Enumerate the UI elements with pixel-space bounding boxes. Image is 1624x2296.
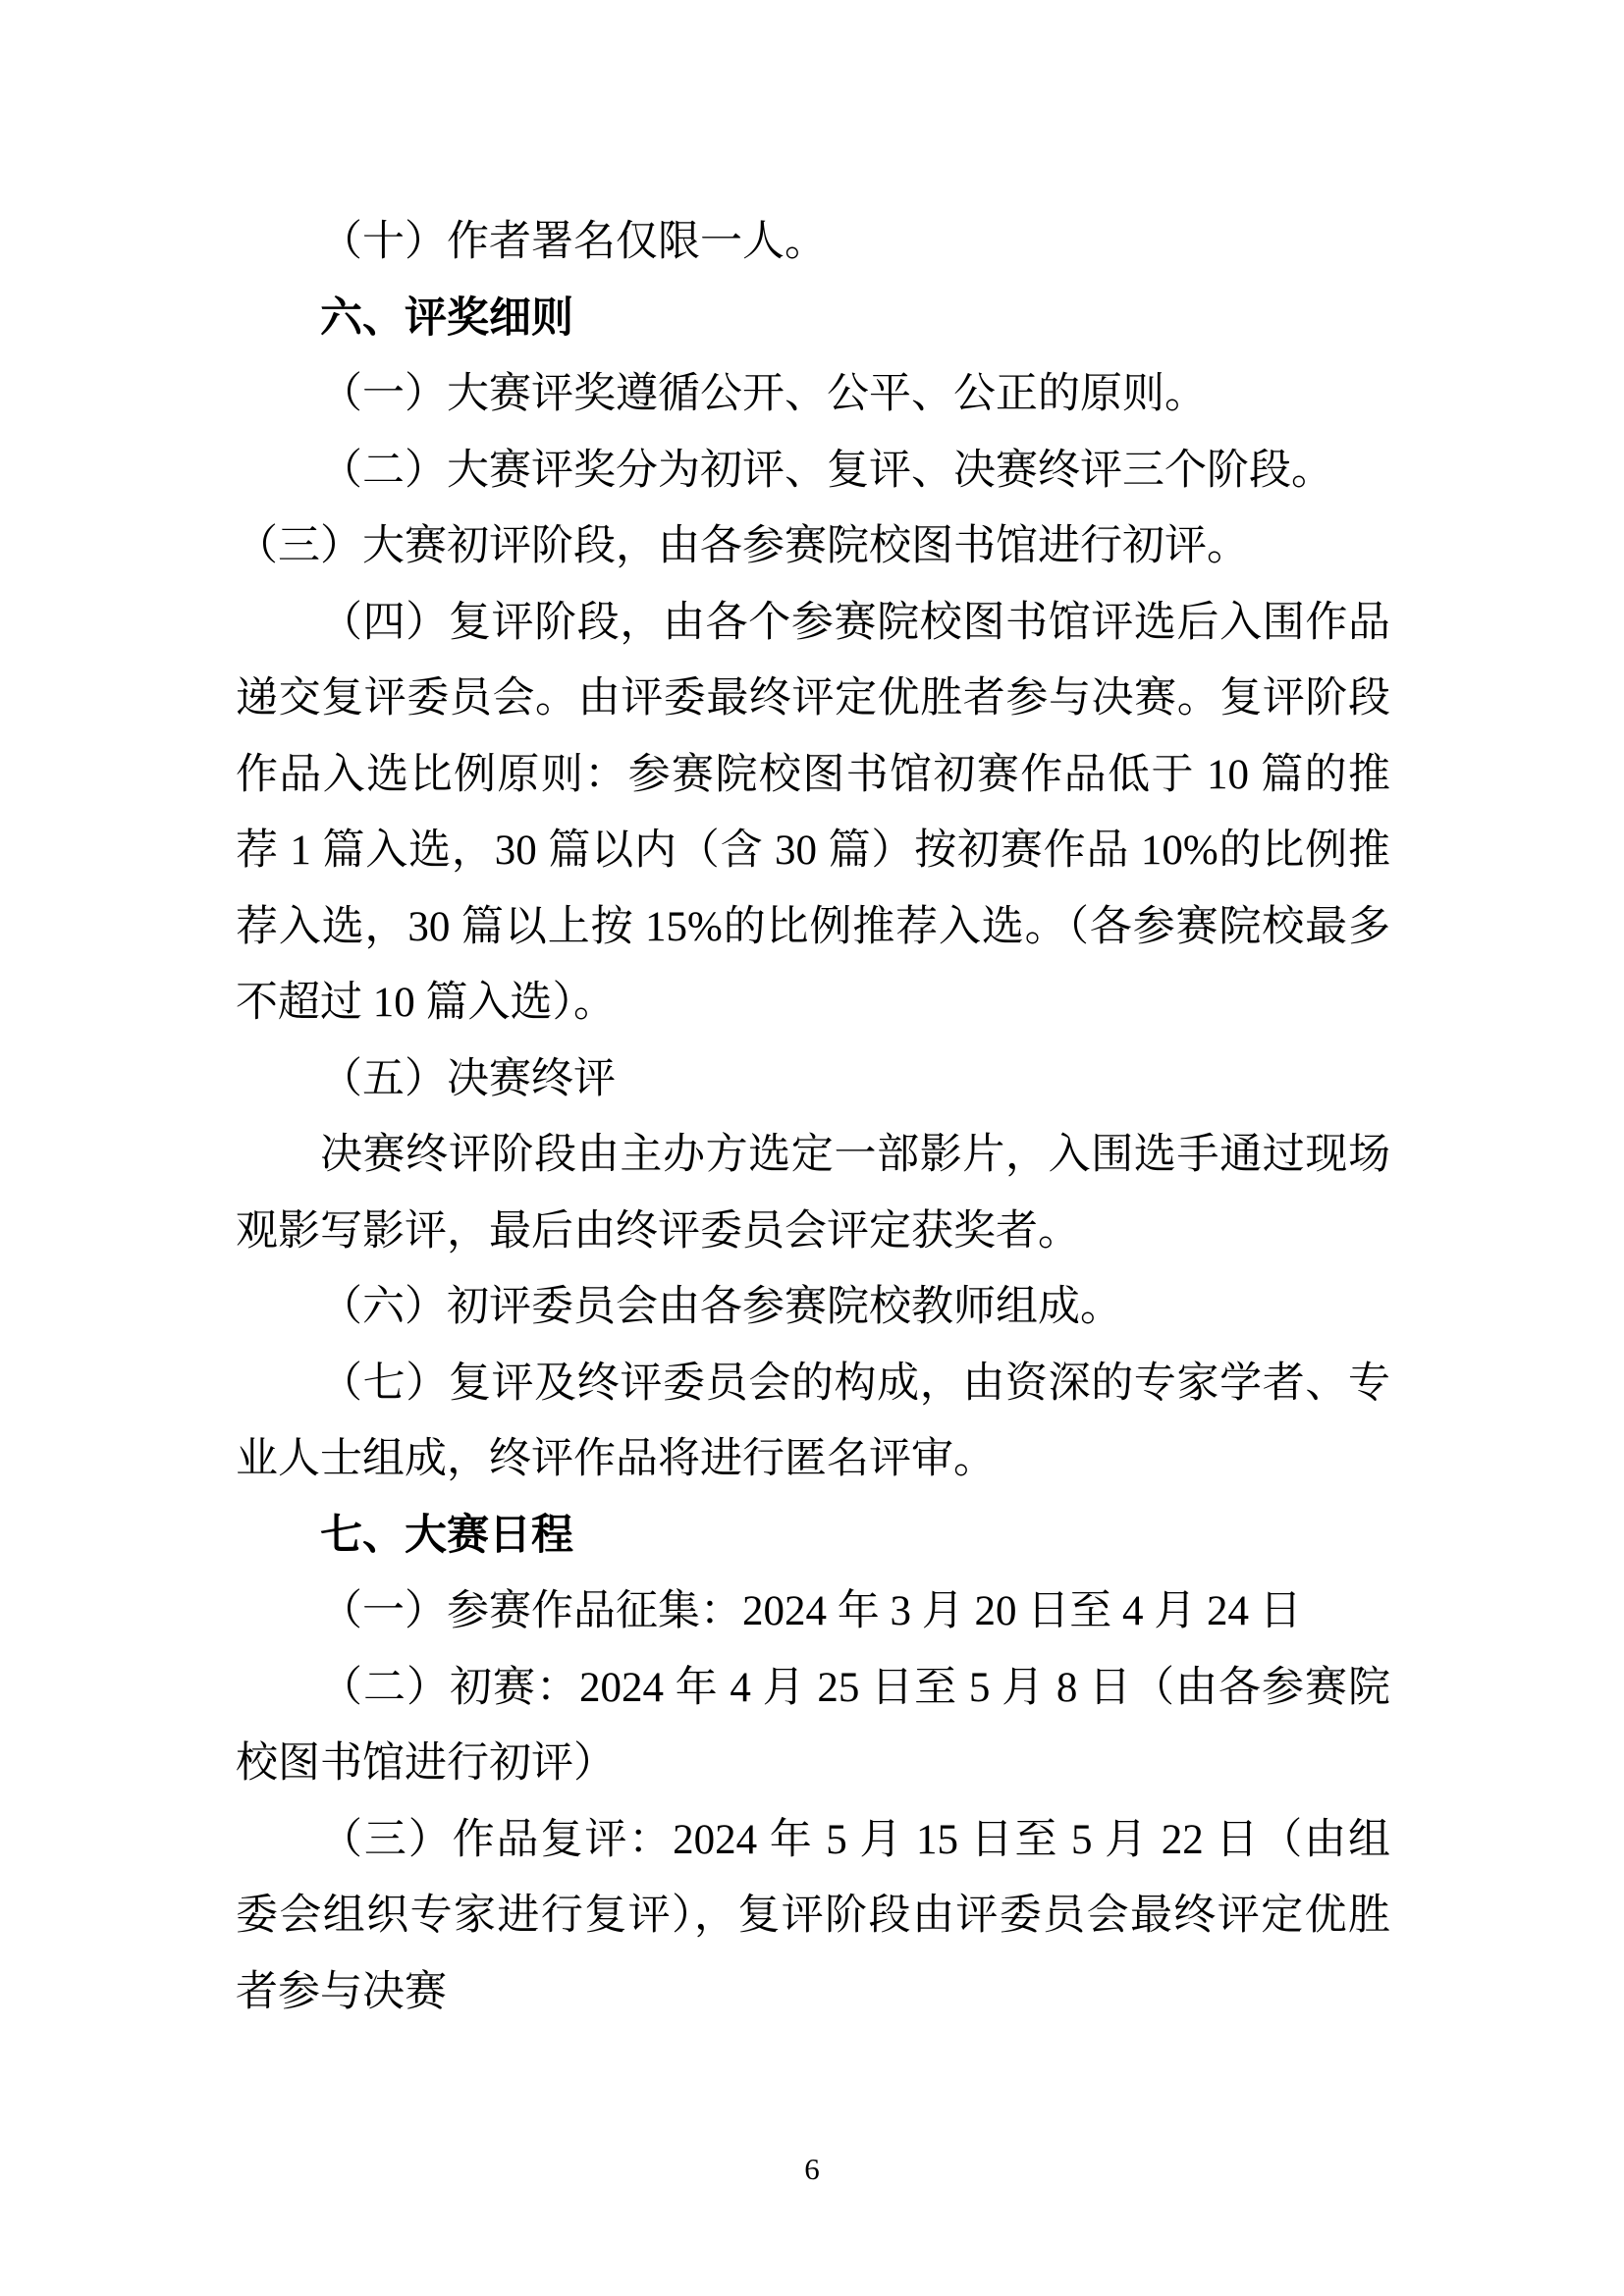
paragraph (236, 1802, 1390, 2031)
paragraph (236, 1041, 1390, 1118)
paragraph (236, 585, 1390, 1041)
text-line: 委会组织专家进行复评），复评阶段由评委员会最终评定优胜 (236, 1893, 1390, 1939)
text-line: 递交复评委员会。由评委最终评定优胜者参与决赛。复评阶段 (236, 675, 1390, 721)
text-line: 作品入选比例原则：参赛院校图书馆初赛作品低于 10 篇的推 (236, 751, 1390, 798)
paragraph (236, 1269, 1390, 1346)
paragraph (236, 508, 1390, 585)
text-line: 荐入选，30 篇以上按 15%的比例推荐入选。（各参赛院校最多 (236, 903, 1390, 950)
text-line: （一）参赛作品征集：2024 年 3 月 20 日至 4 月 24 日 (320, 1588, 1302, 1634)
text-line: （四）复评阶段，由各个参赛院校图书馆评选后入围作品 (320, 599, 1390, 646)
paragraph (236, 1117, 1390, 1269)
text-line: （一）大赛评奖遵循公开、公平、公正的原则。 (320, 371, 1207, 417)
text-line: 观影写影评，最后由终评委员会评定获奖者。 (236, 1207, 1080, 1255)
text-line: 决赛终评阶段由主办方选定一部影片，入围选手通过现场 (320, 1132, 1390, 1178)
paragraph (236, 433, 1390, 509)
text-line: 校图书馆进行初评） (236, 1740, 616, 1787)
text-line: （五）决赛终评 (320, 1055, 616, 1102)
text-line: （六）初评委员会由各参赛院校教师组成。 (320, 1284, 1122, 1330)
text-line: 业人士组成，终评作品将进行匿名评审。 (236, 1436, 996, 1482)
paragraph (236, 356, 1390, 433)
section-heading (236, 1498, 1390, 1575)
text-line: （七）复评及终评委员会的构成，由资深的专家学者、专 (320, 1360, 1390, 1407)
text-line: 不超过 10 篇入选）。 (236, 980, 616, 1026)
text-line: 六、评奖细则 (320, 294, 573, 342)
document-body (236, 204, 1390, 2030)
paragraph (236, 1650, 1390, 1802)
paragraph (236, 204, 1390, 281)
text-line: 七、大赛日程 (320, 1511, 573, 1559)
text-line: （十）作者署名仅限一人。 (320, 219, 827, 265)
text-line: （二）初赛：2024 年 4 月 25 日至 5 月 8 日（由各参赛院 (320, 1664, 1390, 1711)
section-heading (236, 281, 1390, 357)
text-line: （三）作品复评：2024 年 5 月 15 日至 5 月 22 日（由组 (320, 1816, 1390, 1863)
paragraph (236, 1574, 1390, 1650)
text-line: 者参与决赛 (236, 1968, 447, 2015)
text-line: （二）大赛评奖分为初评、复评、决赛终评三个阶段。 (320, 447, 1333, 494)
paragraph (236, 1346, 1390, 1498)
text-line: 荐 1 篇入选，30 篇以内（含 30 篇）按初赛作品 10%的比例推 (236, 828, 1390, 874)
page-number: 6 (804, 2152, 820, 2186)
text-line: （三）大赛初评阶段，由各参赛院校图书馆进行初评。 (236, 523, 1249, 569)
